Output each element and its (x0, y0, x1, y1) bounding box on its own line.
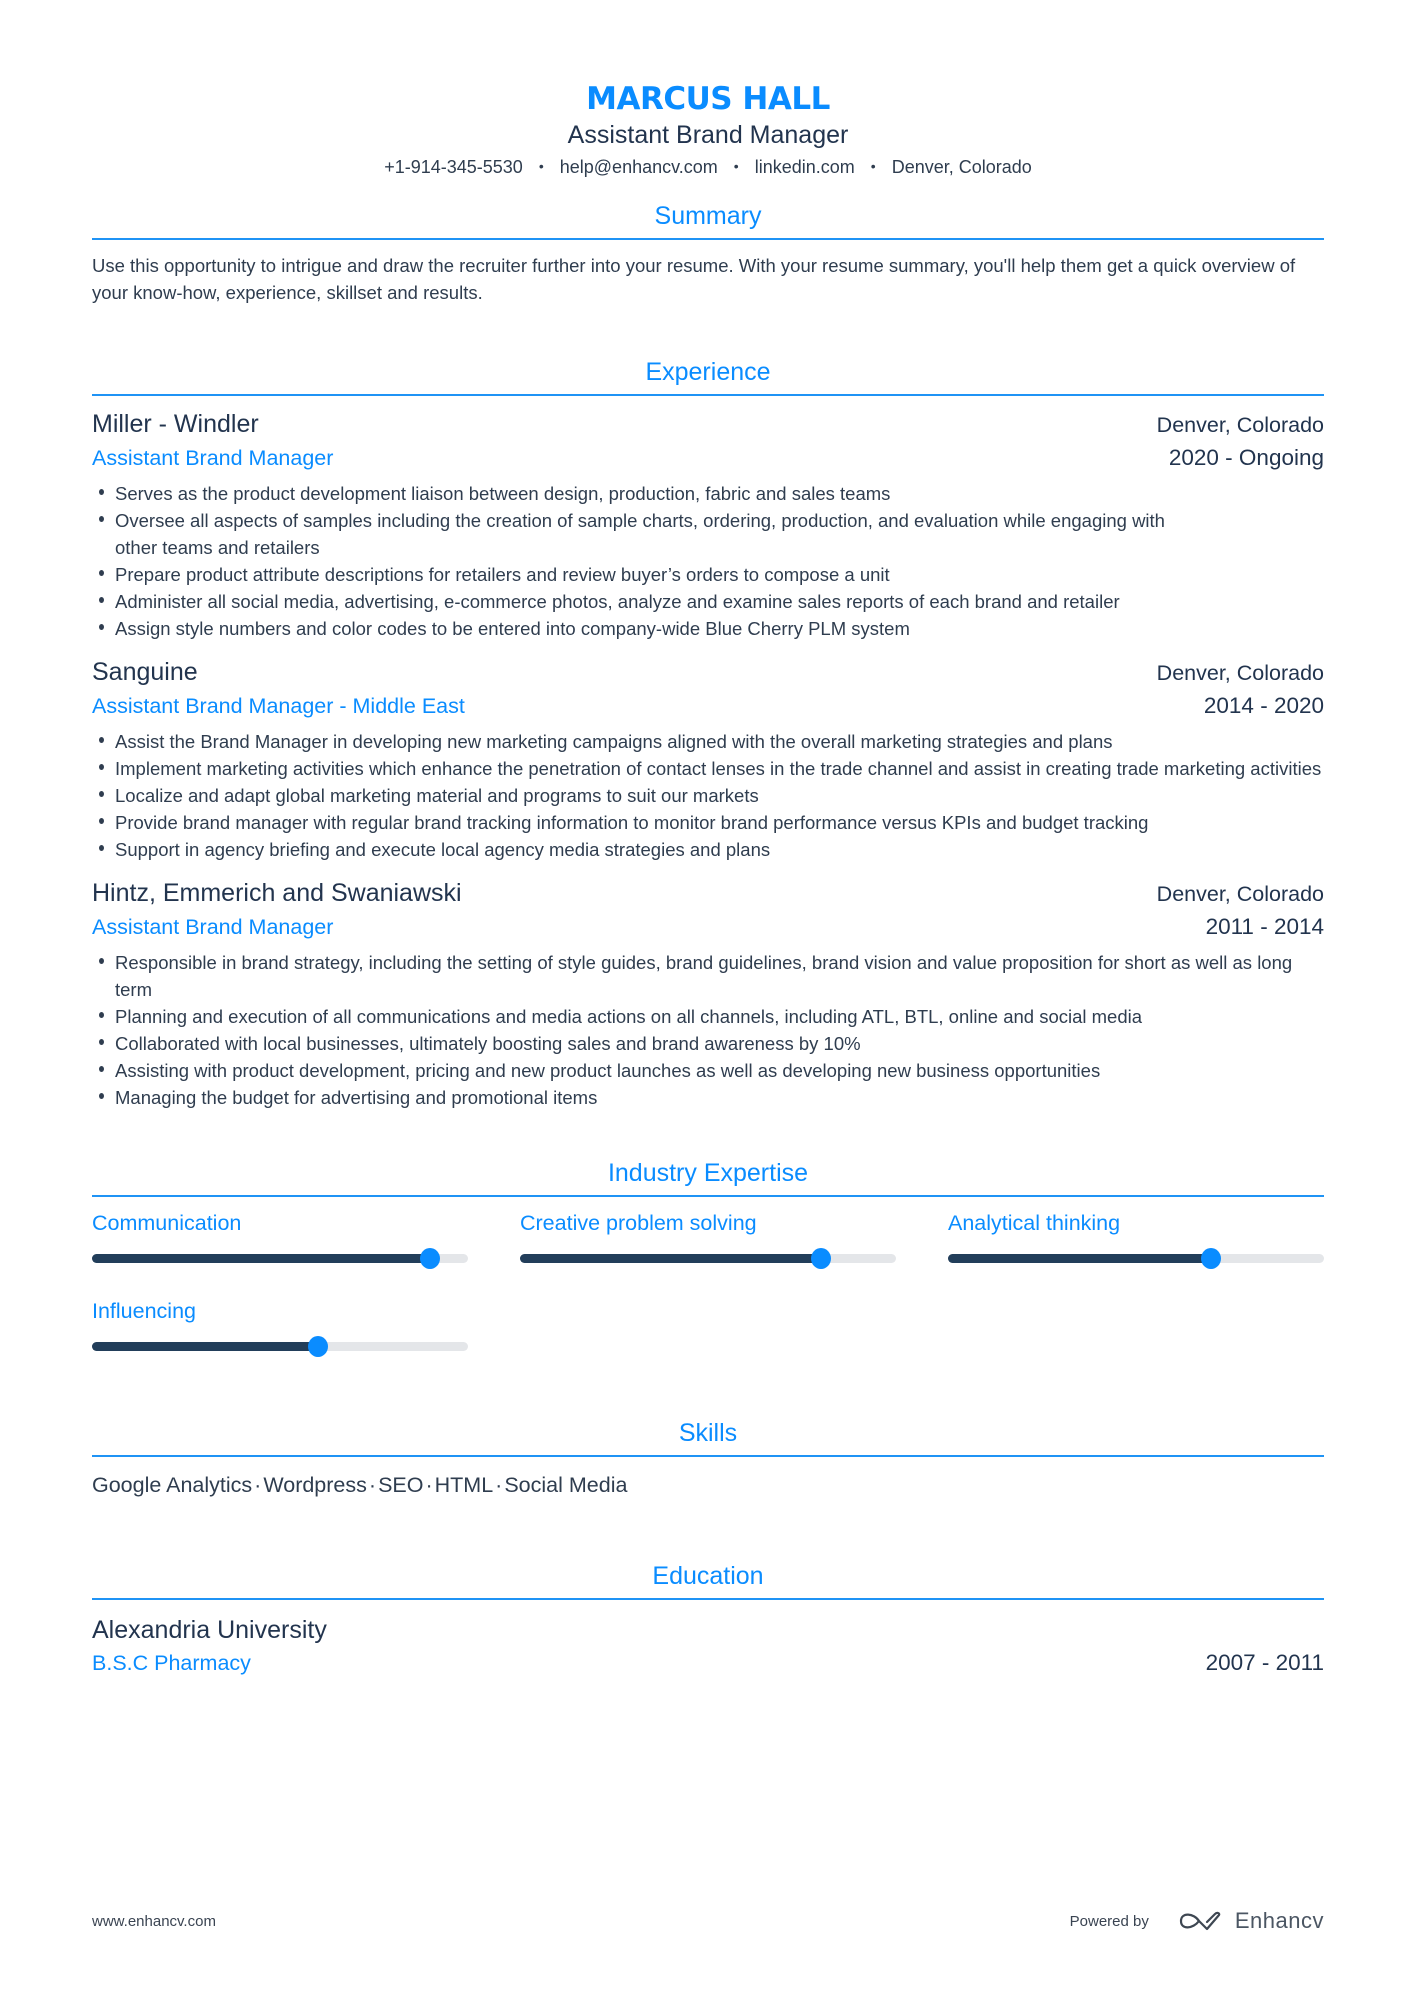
expertise-section (92, 1157, 1324, 1355)
company-name: Miller - Windler (92, 410, 259, 438)
job-dates: 2011 - 2014 (1205, 914, 1324, 939)
section-heading: Summary (654, 202, 762, 230)
slider-fill (948, 1254, 1211, 1263)
slider-knob (308, 1336, 328, 1357)
job-entry (92, 656, 1324, 863)
bullet-text: Responsible in brand strategy, including the setting of style guides, brand guidelines, brand vision and value proposition for short as well as long term (115, 952, 1293, 1000)
bullet-dot-icon (99, 845, 104, 851)
slider-knob (1201, 1248, 1221, 1269)
bullet-dot-icon (99, 818, 104, 824)
job-bullets (92, 480, 1324, 642)
bullet-text: Oversee all aspects of samples including the creation of sample charts, ordering, production, and evaluation while engaging with other teams and retailers (115, 510, 1165, 558)
slider-knob (420, 1248, 440, 1269)
bullet-dot-icon (99, 764, 104, 770)
bullet-dot-icon (99, 597, 104, 603)
expertise-level-bar (520, 1249, 896, 1267)
resume-page (92, 0, 1324, 1679)
expertise-item (92, 1209, 468, 1267)
company-name: Sanguine (92, 658, 198, 686)
job-entry (92, 408, 1324, 642)
job-bullet (92, 1003, 1324, 1030)
powered-by (1070, 1908, 1324, 1934)
job-bullet (92, 588, 1324, 615)
powered-by-label: Powered by (1069, 1912, 1149, 1930)
contact-email[interactable]: help@enhancv.com (559, 157, 718, 177)
section-divider (92, 394, 1324, 396)
job-dates: 2020 - Ongoing (1168, 445, 1324, 470)
job-location: Denver, Colorado (1156, 413, 1324, 437)
skill-item: Social Media (504, 1473, 628, 1497)
bullet-text: Provide brand manager with regular brand tracking information to monitor brand performance versus KPIs and budget tracking (115, 812, 1149, 833)
expertise-item (948, 1209, 1324, 1267)
expertise-label: Communication (92, 1211, 242, 1235)
education-dates: 2007 - 2011 (1205, 1650, 1324, 1675)
brand-name: Enhancv (1234, 1908, 1324, 1933)
section-divider (92, 1598, 1324, 1600)
bullet-text: Administer all social media, advertising, e-commerce photos, analyze and examine sales reports of each brand and retailer (115, 591, 1120, 612)
bullet-dot-icon (99, 489, 104, 495)
education-section (92, 1560, 1324, 1679)
skill-separator: · (495, 1473, 503, 1497)
section-heading: Skills (678, 1419, 738, 1447)
job-bullet (92, 1030, 1324, 1057)
expertise-item (92, 1297, 468, 1355)
expertise-label: Influencing (92, 1299, 196, 1323)
bullet-text: Planning and execution of all communications and media actions on all channels, including ATL, BTL, online and social media (115, 1006, 1143, 1027)
section-divider (92, 1455, 1324, 1457)
job-bullet (92, 480, 1324, 507)
contact-linkedin[interactable]: linkedin.com (754, 157, 855, 177)
bullet-text: Collaborated with local businesses, ultimately boosting sales and brand awareness by 10% (115, 1033, 861, 1054)
job-role: Assistant Brand Manager (92, 915, 334, 939)
bullet-dot-icon (99, 624, 104, 630)
candidate-name: MARCUS HALL (586, 81, 830, 117)
skill-item: SEO (378, 1473, 424, 1497)
job-role: Assistant Brand Manager (92, 446, 334, 470)
degree-name: B.S.C Pharmacy (92, 1651, 251, 1675)
section-divider (92, 238, 1324, 240)
bullet-dot-icon (99, 791, 104, 797)
bullet-separator: • (538, 158, 544, 174)
expertise-item (520, 1209, 896, 1267)
bullet-dot-icon (99, 958, 104, 964)
slider-fill (92, 1254, 430, 1263)
expertise-label: Analytical thinking (948, 1211, 1121, 1235)
expertise-level-bar (92, 1249, 468, 1267)
enhancv-brand-link[interactable] (1177, 1908, 1324, 1934)
bullet-dot-icon (99, 570, 104, 576)
bullet-text: Assign style numbers and color codes to be entered into company-wide Blue Cherry PLM system (115, 618, 910, 639)
slider-fill (520, 1254, 821, 1263)
job-bullet (92, 561, 1324, 588)
footer-website-link[interactable]: www.enhancv.com (92, 1912, 216, 1930)
contact-phone: +1-914-345-5530 (384, 157, 523, 177)
resume-header (92, 0, 1324, 180)
bullet-separator: • (733, 158, 739, 174)
job-role: Assistant Brand Manager - Middle East (92, 694, 465, 718)
bullet-text: Support in agency briefing and execute local agency media strategies and plans (115, 839, 771, 860)
skill-separator: · (425, 1473, 433, 1497)
job-bullet (92, 836, 1324, 863)
expertise-level-bar (948, 1249, 1324, 1267)
bullet-text: Localize and adapt global marketing material and programs to suit our markets (115, 785, 759, 806)
expertise-label: Creative problem solving (520, 1211, 757, 1235)
job-bullet (92, 615, 1324, 642)
section-divider (92, 1195, 1324, 1197)
skill-item: Google Analytics (92, 1473, 253, 1497)
page-footer (92, 1908, 1324, 1934)
bullet-text: Managing the budget for advertising and promotional items (115, 1087, 598, 1108)
bullet-text: Assist the Brand Manager in developing new marketing campaigns aligned with the overall marketing strategies and plans (115, 731, 1113, 752)
contact-location: Denver, Colorado (891, 157, 1032, 177)
bullet-text: Implement marketing activities which enhance the penetration of contact lenses in the trade channel and assist in creating trade marketing activities (115, 758, 1322, 779)
job-bullet (92, 809, 1324, 836)
job-bullets (92, 949, 1324, 1111)
skills-section (92, 1417, 1324, 1500)
skill-item: Wordpress (263, 1473, 367, 1497)
slider-knob (811, 1248, 831, 1269)
job-bullets (92, 728, 1324, 863)
summary-text: Use this opportunity to intrigue and draw the recruiter further into your resume. With your resume summary, you'll help them get a quick overview of your know-how, experience, skillset and results. (92, 255, 1296, 303)
job-dates: 2014 - 2020 (1203, 693, 1324, 718)
expertise-level-bar (92, 1337, 468, 1355)
candidate-title: Assistant Brand Manager (567, 121, 849, 149)
skill-item: HTML (434, 1473, 494, 1497)
job-bullet (92, 507, 1324, 561)
bullet-dot-icon (99, 737, 104, 743)
slider-fill (92, 1342, 318, 1351)
bullet-dot-icon (99, 516, 104, 522)
enhancv-logo-icon (1177, 1909, 1223, 1933)
skills-list (92, 1470, 1324, 1500)
bullet-dot-icon (99, 1093, 104, 1099)
job-bullet (92, 728, 1324, 755)
section-heading: Industry Expertise (607, 1159, 809, 1187)
bullet-text: Assisting with product development, pricing and new product launches as well as developing new business opportunities (115, 1060, 1101, 1081)
contact-line (92, 153, 1324, 180)
bullet-text: Serves as the product development liaison between design, production, fabric and sales teams (115, 483, 891, 504)
bullet-dot-icon (99, 1039, 104, 1045)
bullet-dot-icon (99, 1066, 104, 1072)
section-heading: Education (652, 1562, 764, 1590)
bullet-dot-icon (99, 1012, 104, 1018)
experience-section (92, 356, 1324, 1111)
job-bullet (92, 755, 1324, 782)
section-heading: Experience (645, 358, 771, 386)
job-bullet (92, 782, 1324, 809)
skill-separator: · (368, 1473, 377, 1497)
expertise-grid (92, 1209, 1324, 1355)
bullet-text: Prepare product attribute descriptions for retailers and review buyer’s orders to compose a unit (115, 564, 890, 585)
company-name: Hintz, Emmerich and Swaniawski (92, 879, 462, 907)
bullet-separator: • (870, 158, 876, 174)
job-entry (92, 877, 1324, 1111)
job-bullet (92, 949, 1324, 1003)
school-name: Alexandria University (92, 1616, 327, 1644)
job-bullet (92, 1057, 1324, 1084)
skill-separator: · (254, 1473, 262, 1497)
summary-section (92, 200, 1324, 306)
job-location: Denver, Colorado (1156, 661, 1324, 685)
job-location: Denver, Colorado (1156, 882, 1324, 906)
education-entry (92, 1614, 1324, 1679)
job-bullet (92, 1084, 1324, 1111)
